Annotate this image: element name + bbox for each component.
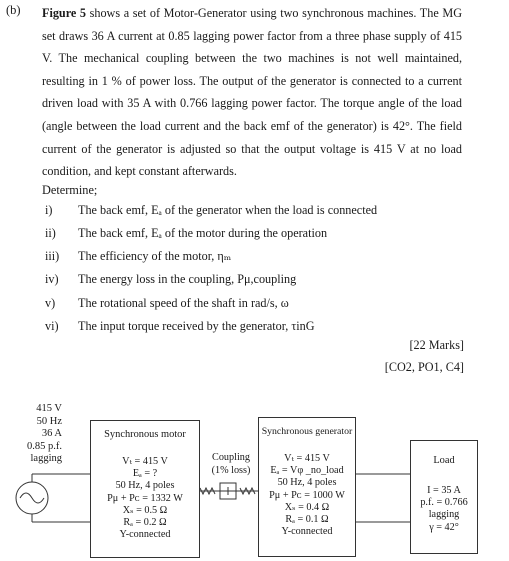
generator-title: Synchronous generator	[261, 426, 353, 437]
synchronous-motor-block	[90, 420, 200, 558]
item-text: The input torque received by the generator, τinG	[78, 319, 315, 333]
supply-frequency: 50 Hz	[36, 415, 62, 427]
generator-param: Pμ + Pᴄ = 1000 W	[269, 489, 345, 501]
item-text: The back emf, Eₐ of the motor during the operation	[78, 226, 328, 240]
load-param: lagging	[428, 509, 460, 521]
supply-ratings	[0, 403, 62, 466]
item-number: ii)	[45, 226, 56, 240]
item-number: i)	[45, 203, 53, 217]
motor-parameters	[91, 456, 199, 541]
load-param: I = 35 A	[427, 485, 461, 496]
supply-lagging: lagging	[30, 453, 62, 465]
question-line: shows a set of Motor-Generator using two synchronous machines. The	[86, 6, 439, 20]
generator-param: Eₐ = Vφ _no_load	[270, 465, 344, 477]
item-number: iii)	[45, 249, 60, 263]
motor-title: Synchronous motor	[104, 429, 186, 440]
generator-parameters	[259, 453, 355, 538]
motor-param: Y-connected	[119, 529, 171, 541]
coupling-label	[205, 452, 257, 477]
question-line: The torque angle of the load (angle between the load current and the back emf of	[42, 96, 463, 133]
load-block	[410, 440, 478, 554]
sine-wave-icon	[20, 493, 44, 503]
coupling-loss: (1% loss)	[211, 464, 251, 476]
question-line: supply of 415 V. The mechanical coupling between the two machines is not well	[42, 28, 462, 66]
figure-reference: Figure 5	[42, 6, 87, 20]
item-number: iv)	[45, 272, 59, 286]
item-number: v)	[45, 296, 56, 310]
motor-param: Vₜ = 415 V	[122, 456, 168, 467]
motor-param: Rₐ = 0.2 Ω	[123, 517, 167, 529]
motor-param: Xₛ = 0.5 Ω	[122, 504, 168, 516]
generator-param: Rₐ = 0.1 Ω	[285, 514, 329, 526]
determine-heading: Determine;	[42, 183, 98, 197]
item-text: The efficiency of the motor, ηₘ	[78, 249, 232, 263]
supply-voltage: 415 V	[36, 403, 62, 414]
load-title: Load	[433, 455, 455, 466]
course-outcomes-label: [CO2, PO1, C4]	[384, 360, 464, 374]
motor-param: Pμ + Pᴄ = 1332 W	[107, 492, 183, 504]
question-line: the generator) is 42°. The field current of the generator is adjusted so that the	[42, 118, 463, 156]
load-parameters	[411, 485, 477, 534]
question-line: MG set draws 36 A current at 0.85 lagging power factor from a three phase	[42, 6, 462, 43]
load-param: γ = 42°	[429, 521, 459, 533]
coupling-title: Coupling	[212, 452, 250, 463]
question-label: (b)	[6, 3, 21, 17]
question-line: connected to a current driven load with 35 A with 0.766 lagging power factor.	[42, 73, 462, 111]
generator-param: Y-connected	[281, 526, 333, 538]
motor-param: Eₐ = ?	[132, 468, 158, 480]
supply-power-factor: 0.85 p.f.	[27, 440, 62, 452]
question-line: output voltage is 415 V at no load condition, and kept constant afterwards.	[42, 141, 463, 179]
motor-param: 50 Hz, 4 poles	[115, 480, 175, 492]
generator-param: Vₜ = 415 V	[284, 453, 330, 464]
marks-label: [22 Marks]	[409, 338, 464, 352]
question-line: maintained, resulting in 1 % of power loss. The output of the generator is	[42, 51, 463, 88]
synchronous-generator-block	[258, 417, 356, 557]
item-text: The rotational speed of the shaft in rad/s, ω	[78, 296, 289, 310]
item-text: The back emf, Eₐ of the generator when the load is connected	[78, 203, 378, 217]
generator-param: 50 Hz, 4 poles	[277, 477, 337, 489]
item-number: vi)	[45, 319, 59, 333]
item-text: The energy loss in the coupling, Pμ,coupling	[78, 272, 297, 286]
generator-param: Xₛ = 0.4 Ω	[284, 501, 330, 513]
load-param: p.f. = 0.766	[420, 497, 468, 509]
coupling-mark	[224, 487, 232, 495]
supply-current: 36 A	[41, 428, 62, 440]
